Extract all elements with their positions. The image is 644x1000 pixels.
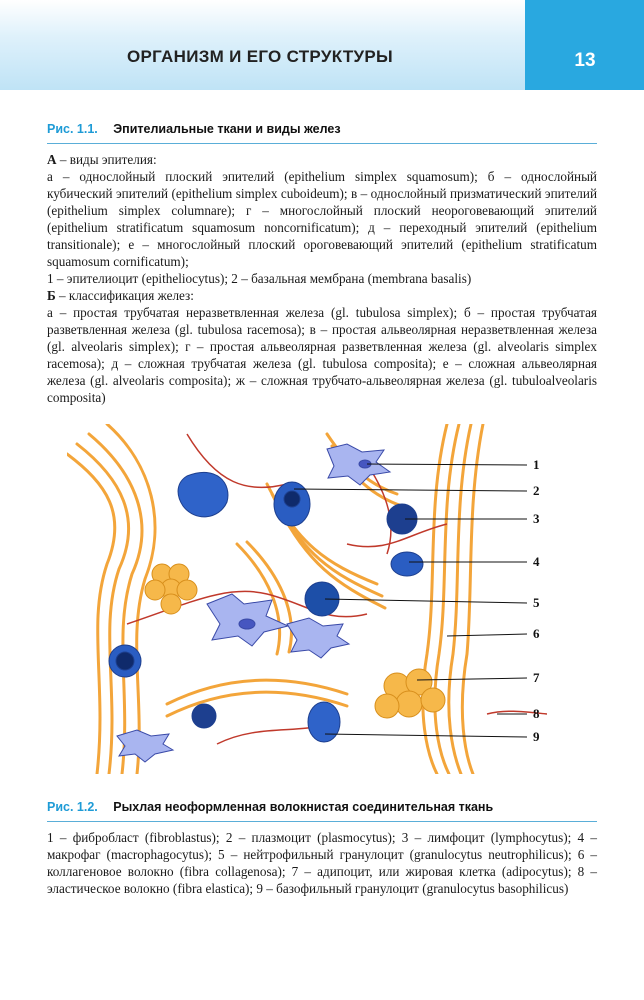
label-8: 8 [533, 706, 540, 721]
connective-tissue-illustration [67, 424, 547, 774]
label-1: 1 [533, 457, 540, 472]
figure-2-description [47, 829, 597, 897]
figure-2-title: Рыхлая неоформленная волокнистая соединительная ткань [113, 800, 494, 814]
label-6: 6 [533, 626, 540, 641]
figure-2-label: Рис. 1.2. [47, 800, 98, 814]
section-a-parts: 1 – эпителиоцит (epitheliocytus); 2 – базальная мембрана (membrana basalis) [47, 271, 472, 286]
label-4: 4 [533, 554, 540, 569]
page-number-tab [525, 0, 644, 90]
figure-2-caption [47, 800, 493, 814]
figure-2-rule [47, 821, 597, 822]
label-2: 2 [533, 483, 540, 498]
section-b-text: а – простая трубчатая неразветвленная железа (gl. tubulosa simplex); б – простая трубчатая разветвленная железа (gl. tubulosa racemosa); в – простая альвеолярная неразветвленная железа (gl. alveolaris simplex); г – простая альвеолярная разветвленная железа (gl. alveolaris simplex racemosa); д – сложная трубчатая железа (gl. tubulosa composita); е – сложная альвеолярная железа (gl. alveolaris composita); ж – сложная трубчато-альвеолярная железа (gl. tubuloalveolaris composita) [47, 305, 597, 405]
figure-1-title: Эпителиальные ткани и виды желез [113, 122, 341, 136]
figure-1-rule [47, 143, 597, 144]
label-9: 9 [533, 729, 540, 744]
figure-1-description [47, 151, 597, 406]
running-header-title: ОРГАНИЗМ И ЕГО СТРУКТУРЫ [127, 47, 393, 66]
page-number: 13 [574, 50, 596, 71]
section-a-heading: А – виды эпителия: [47, 152, 157, 167]
figure-1-caption [47, 122, 341, 136]
section-b-heading: Б – классификация желез: [47, 288, 194, 303]
label-7: 7 [533, 670, 540, 685]
label-3: 3 [533, 511, 540, 526]
label-5: 5 [533, 595, 540, 610]
figure-2-legend-text: 1 – фибробласт (fibroblastus); 2 – плазмоцит (plasmocytus); 3 – лимфоцит (lymphocytus); 4 – макрофаг (macrophagocytus); 5 – нейтрофильный гранулоцит (granulocytus neutrophilicus); 6 – коллагеновое волокно (fibra collagenosa); 7 – адипоцит, или жировая клетка (adipocytus); 8 – эластическое волокно (fibra elastica); 9 – базофильный гранулоцит (granulocytus basophilicus) [47, 830, 597, 896]
figure-1-label: Рис. 1.1. [47, 122, 98, 136]
section-a-text: а – однослойный плоский эпителий (epithelium simplex squamosum); б – однослойный кубический эпителий (epithelium simplex cuboideum); в – однослойный призматический эпителий (epithelium simplex columnare); г – многослойный плоский неороговевающий эпителий (epithelium stratificatum squamosum noncornificatum); д – переходный эпителий (epithelium transitionale); е – многослойный плоский ороговевающий эпителий (epithelium stratificatum squamosum cornificatum); [47, 169, 597, 269]
